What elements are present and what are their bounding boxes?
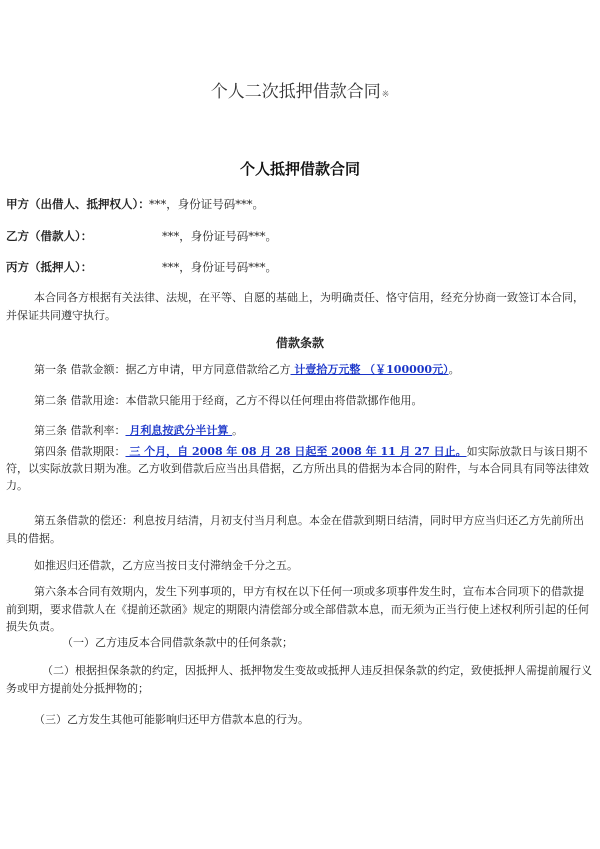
article-6-item-3: （三）乙方发生其他可能影响归还甲方借款本息的行为。 [34,713,309,726]
preamble-paragraph: 本合同各方根据有关法律、法规，在平等、自愿的基础上，为明确责任、恪守信用，经充分协商一致签订本合同，并保证共同遵守执行。 [6,291,584,322]
article-3-text: 第三条 借款利率： [34,424,126,437]
article-1 [34,361,460,377]
section-title: 借款条款 [275,336,324,350]
late-penalty-clause: 如推迟归还借款，乙方应当按日支付滞纳金千分之五。 [34,559,298,572]
article-6: 第六条本合同有效期内，发生下列事项的，甲方有权在以下任何一项或多项事件发生时，宣布本合同项下的借款提前到期，要求借款人在《提前还款函》规定的期限内清偿部分或全部借款本息，而无须为正当行使上述权利所引起的任何损失负责。 [6,585,589,633]
document-title-mark: ※ [381,90,390,100]
article-2: 第二条 借款用途：本借款只能用于经商，乙方不得以任何理由将借款挪作他用。 [34,394,423,407]
party-borrower [6,228,277,244]
article-3-suffix: 。 [232,424,244,437]
article-4 [6,443,594,494]
contract-title: 个人抵押借款合同 [239,160,360,178]
article-4-rest: 如实际放款日与该日期不符，以实际放款日期为准。乙方收到借款后应当出具借据，乙方所出具的借据为本合同的附件，与本合同具有同等法律效力。 [6,445,589,492]
article-1-suffix: 。 [448,363,460,376]
party-lender [6,196,264,212]
party-mortgagor [6,259,277,275]
article-5: 第五条借款的偿还：利息按月结清，月初支付当月利息。本金在借款到期日结清，同时甲方应当归还乙方先前所出具的借据。 [6,514,584,545]
article-6-item-1: （一）乙方违反本合同借款条款中的任何条款； [62,636,293,649]
party-borrower-label: 乙方（借款人）： [6,229,93,243]
article-4-text: 第四条 借款期限： [34,445,126,458]
party-borrower-value: ***，身份证号码***。 [162,229,277,243]
document-title-text: 个人二次抵押借款合同 [210,82,381,102]
party-lender-value: ***，身份证号码***。 [149,197,264,211]
loan-term: 三 个月，自 2008 年 08 月 28 日起至 2008 年 11 月 27 日止。 [125,445,467,458]
interest-rate: 月利息按武分半计算 [125,424,233,437]
article-6-item-2: （二）根据担保条款的约定，因抵押人、抵押物发生变故或抵押人违反担保条款的约定，致使抵押人需提前履行义务或甲方提前处分抵押物的； [6,664,592,695]
party-mortgagor-label: 丙方（抵押人）： [6,260,93,274]
article-3 [34,422,243,438]
party-mortgagor-value: ***，身份证号码***。 [162,260,277,274]
party-lender-label: 甲方（出借人、抵押权人）： [6,197,150,211]
document-title [0,77,600,102]
loan-amount: 计壹拾万元整 （￥100000元） [290,363,449,376]
article-1-text: 第一条 借款金额：据乙方申请，甲方同意借款给乙方 [34,363,291,376]
